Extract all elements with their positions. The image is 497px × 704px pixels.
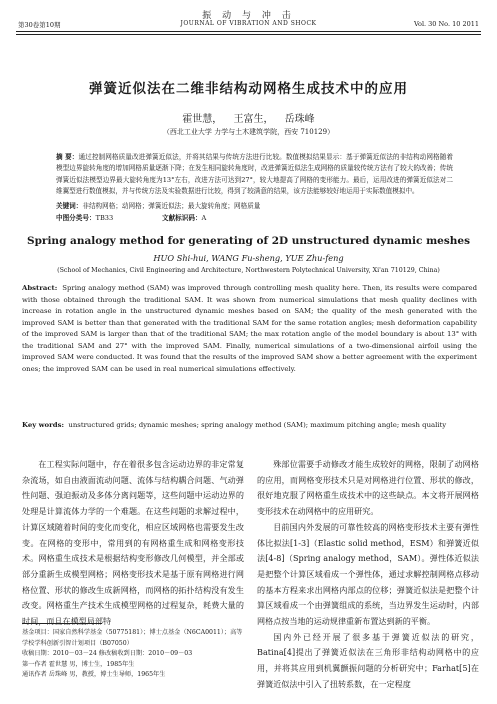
doc-code-label: 文献标识码：: [161, 214, 202, 222]
keywords-cn-text: 非结构网格；动网格；弹簧近似法；最大旋转角度；网格质量: [82, 202, 261, 210]
journal-name-cn: 振 动 与 冲 击: [202, 11, 295, 21]
footnotes: [22, 628, 246, 681]
body-paragraph: 在工程实际问题中，存在着很多包含运动边界的非定常复杂流场，如自由液面流动问题、流体与结构耦合问题、气动弹性问题、强迫振动及多体分离问题等，这些问题中运动边界的处理是计算流体力学的一个难题。在这些问题的求解过程中，计算区域随着时间的变化而变化，相应区域网格也需要发生改变。在网格的变形中，常用到的有网格重生成和网格变形技术。网格重生成技术是根据结构变形修改几何模型，并全部或部分重新生成模型网格；网格变形技术是基于原有网格进行网格位置、形状的修改生成新网格，而网格的拓扑结构没有发生改变。网格重生产技术生成模型网格的过程复杂，耗费大量的时间，而且在模型局部特: [22, 459, 244, 627]
keywords-en: [22, 420, 477, 432]
body-column-left: [22, 457, 244, 630]
body-paragraph: 目前国内外发展的可靠性较高的网格变形技术主要有弹性体比拟法[1-3]（Elastic solid method，ESM）和弹簧近似法[4-8]（Spring analogy method，SAM）。弹性体近似法是把整个计算区域看成一个弹性体，通过求解控制网格点移动的基本方程来求出网格内部点的位移；弹簧近似法是把整个计算区域看成一个由弹簧组成的系统，当边界发生运动时，内部网格点按当地的运动规律重新布置达到新的平衡。: [257, 521, 479, 627]
abstract-cn-label: 摘 要：: [56, 153, 79, 161]
header-rule-thin: [16, 34, 481, 35]
paper-title-cn: 弹簧近似法在二维非结构动网格生成技术中的应用: [89, 81, 408, 97]
journal-name-en: JOURNAL OF VIBRATION AND SHOCK: [180, 20, 317, 27]
volume-issue-cn: 第30卷第10期: [18, 21, 61, 29]
footnote-first-author: 第一作者 霍世慧 男，博士生，1985年生: [22, 660, 135, 668]
doc-code: A: [201, 214, 207, 222]
affiliation-en: (School of Mechanics, Civil Engineering and Architecture, Northwestern Polytechnical University, Xi'an 710129, China): [57, 267, 440, 274]
affiliation-cn: （西北工业大学 力学与土木建筑学院，西安 710129）: [162, 128, 335, 136]
classification-line: [56, 212, 453, 222]
footnote-rule: [22, 623, 102, 624]
footnote-dates: 收稿日期：2010－03－24 修改稿收到日期：2010－09－03: [22, 650, 193, 658]
abstract-cn: [56, 152, 453, 197]
keywords-en-label: Key words:: [22, 421, 65, 429]
authors-cn: 霍世慧， 王富生， 岳珠峰: [182, 114, 315, 125]
header-rule: [16, 31, 481, 32]
abstract-en-text: Spring analogy method (SAM) was improved through controlling mesh quality here. Then, its results were compared with those obtained through the traditional SAM. It was shown from numerical simulations that mesh quality declines with increase in rotation angle in the unstructured dynamic meshes based on SAM; the quality of the mesh generated with the improved SAM is better than that generated with the traditional SAM for the same rotation angles; mesh deformation capability of the improved SAM is larger than that of the traditional SAM; the max rotation angle of the model boundary is about 13° with the traditional SAM and 27° with the improved SAM. Finally, numerical simulations of a two-dimensional airfoil using the improved SAM were conducted. It was found that the results of the improved SAM show a better agreement with the experiment ones; the improved SAM can be used in real numerical simulations effectively.: [22, 284, 477, 373]
body-paragraph: 殊部位需要手动修改才能生成较好的网格，限制了动网格的应用，而网格变形技术只是对网格进行位置、形状的修改，很好地克服了网格重生成技术中的这些缺点。本文将开展网格变形技术在动网格中的应用研究。: [257, 459, 479, 517]
body-column-right: [257, 457, 479, 693]
abstract-en-label: Abstract:: [22, 284, 58, 292]
authors-en: HUO Shi-hui, WANG Fu-sheng, YUE Zhu-feng: [153, 253, 344, 263]
abstract-en: [22, 283, 477, 375]
keywords-cn: [56, 200, 453, 210]
footnote-funding: 基金项目：国家自然科学基金（50775181）；博士点基金（N6CA0011）；高等学校学科创新引智计划项目（B07050）: [22, 629, 243, 647]
footnote-corresponding-author: 通讯作者 岳珠峰 男，教授，博士生导师，1965年生: [22, 671, 166, 679]
clc-code: TB33: [95, 214, 114, 222]
abstract-cn-text: 通过控制网格质量改进弹簧近似法，并将其结果与传统方法进行比较。数值模拟结果显示：基于弹簧近似法的非结构动网格随着模型边界旋转角度的增加网格质量逐渐下降；在发生相同旋转角度时，改进弹簧近似法生成网格的质量较传统方法有了较大的改善；传统弹簧近似法模型边界最大旋转角度为13°左右，改进方法可达到27°，较大地提高了网格的变形能力。最后，运用改进的弹簧近似法对二维翼型进行数值模拟，并与传统方法及实验数据进行比较，得到了较满意的结果，该方法能够较好地运用于实际数值模拟中。: [56, 153, 454, 195]
body-paragraph: 国内外已经开展了很多基于弹簧近似法的研究，Batina[4]提出了弹簧近似法在三角形非结构动网格中的应用，并将其应用到机翼颤振问题的分析研究中；Farhat[5]在弹簧近似法中引入了扭转系数，在一定程度: [257, 631, 479, 689]
keywords-cn-label: 关键词：: [56, 202, 83, 210]
volume-issue-en: Vol. 30 No. 10 2011: [413, 20, 479, 28]
clc-label: 中图分类号：: [56, 214, 96, 222]
keywords-en-text: unstructured grids; dynamic meshes; spring analogy method (SAM); maximum pitching angle; mesh quality: [68, 421, 447, 429]
paper-title-en: Spring analogy method for generating of 2D unstructured dynamic meshes: [26, 235, 470, 247]
